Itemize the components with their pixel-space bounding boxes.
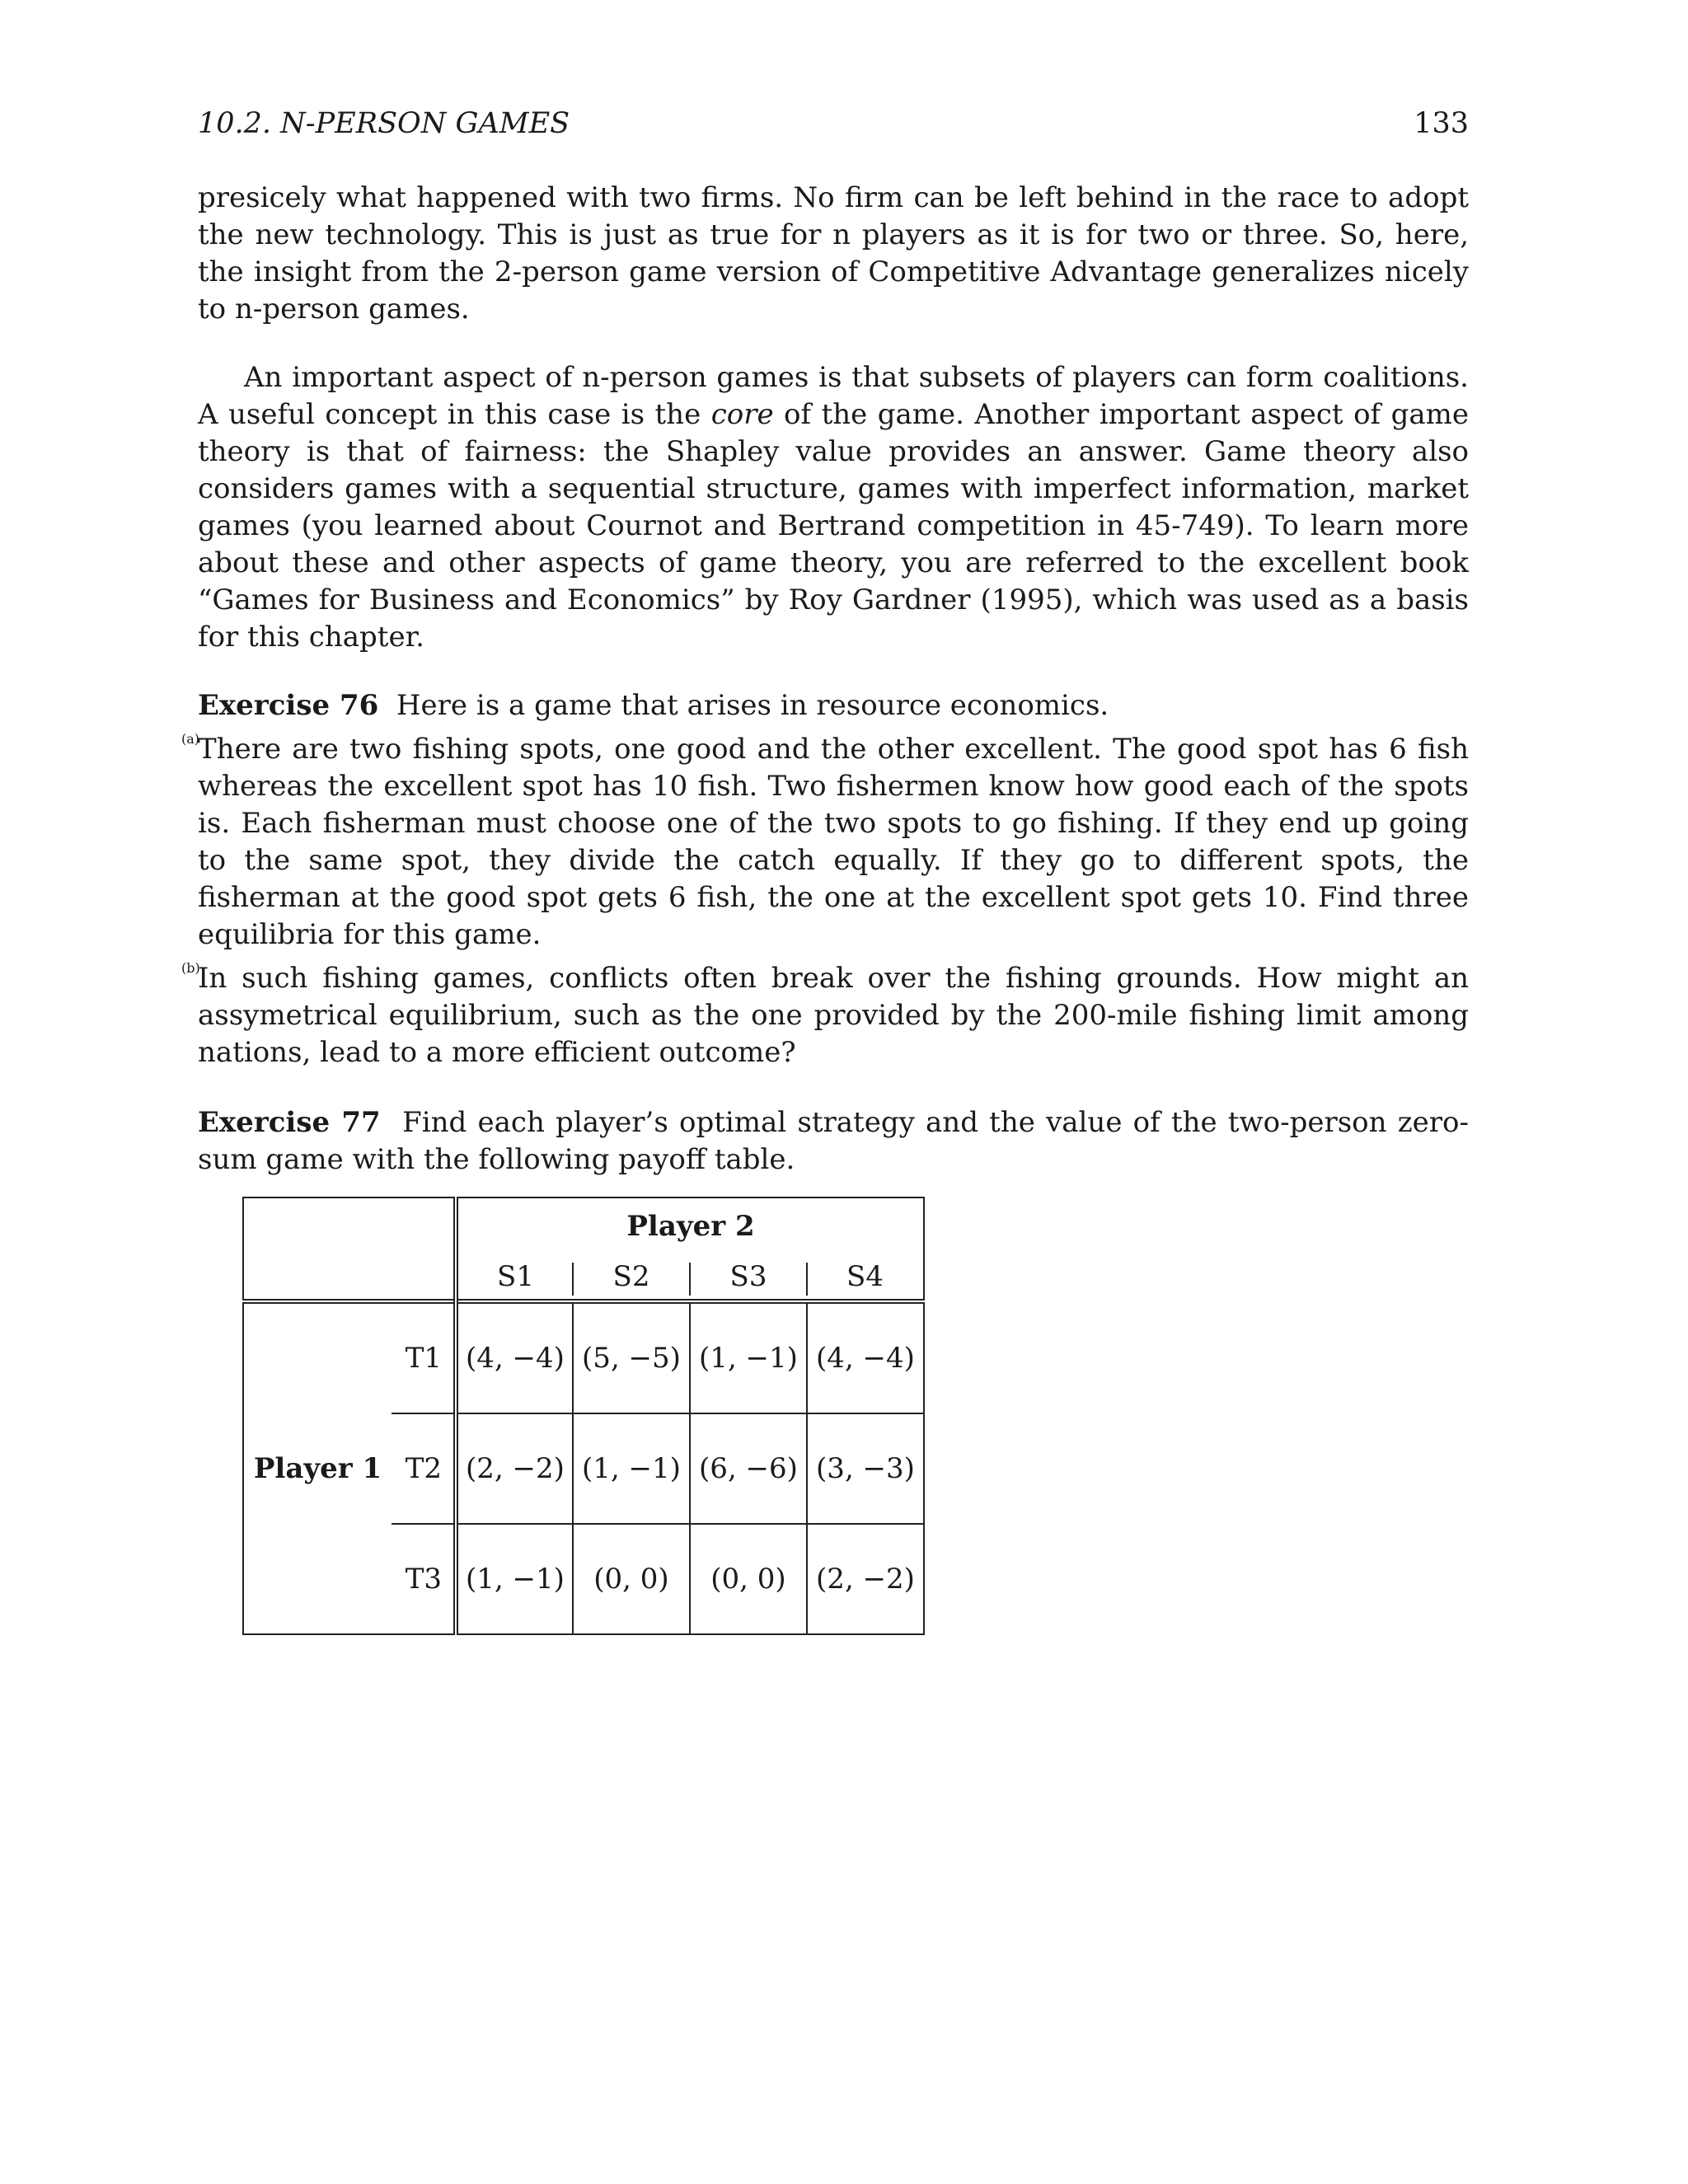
payoff-cell: (2, −2)	[807, 1524, 924, 1634]
item-text-a: There are two fishing spots, one good and the other excellent. The good spot has 6 fish whereas the excellent spot has 10 fish. Two fishermen know how good each of the spots is. Each fisherman must choose one of the two spots to go fishing. If they end up going to the same spot, they divide the catch equally. If they go to different spots, the fisherman at the good spot gets 6 fish, the one at the excellent spot gets 10. Find three equilibria for this game.	[198, 733, 1469, 951]
payoff-cell: (1, −1)	[456, 1524, 573, 1634]
column-header: S3	[690, 1254, 807, 1301]
exercise-intro-text: Find each player’s optimal strategy and the value of the two-person zero-sum game with the following payoff table.	[198, 1106, 1470, 1176]
column-header: S4	[807, 1254, 924, 1301]
payoff-cell: (1, −1)	[573, 1413, 690, 1524]
item-text	[198, 731, 1469, 954]
column-header: S1	[456, 1254, 573, 1301]
row-label: T2	[392, 1413, 456, 1524]
exercise-item-b	[181, 960, 1469, 1071]
column-header: S2	[573, 1254, 690, 1301]
exercise-heading: Exercise 77	[198, 1106, 381, 1139]
payoff-cell: (4, −4)	[807, 1301, 924, 1413]
player1-label: Player 1	[243, 1301, 392, 1634]
paragraph-1	[198, 180, 1469, 328]
paragraph-2	[198, 359, 1469, 656]
paragraph-text-part: An important aspect of n-person games is that subsets of players can form coalitions. A useful concept in this case is the	[198, 361, 1469, 431]
item-text	[198, 960, 1469, 1071]
payoff-table	[242, 1197, 925, 1635]
item-label-text: (b)	[181, 960, 200, 976]
player2-label: Player 2	[456, 1197, 924, 1254]
payoff-cell: (5, −5)	[573, 1301, 690, 1413]
exercise-76	[181, 687, 1469, 1071]
corner-cell	[243, 1197, 456, 1301]
page	[181, 107, 1470, 1635]
exercise-item-a	[181, 731, 1469, 954]
payoff-cell: (6, −6)	[690, 1413, 807, 1524]
table-row	[243, 1301, 924, 1413]
paragraph-text-part: of the game. Another important aspect of game theory is that of fairness: the Shapley value provides an answer. Game theory also considers games with a sequential structure, games with imperfect information, market games (you learned about Cournot and Bertrand competition in 45-749). To learn more about these and other aspects of game theory, you are referred to the excellent book “Games for Business and Economics” by Roy Gardner (1995), which was used as a basis for this chapter.	[198, 398, 1469, 654]
header-row-player2	[243, 1197, 924, 1254]
emphasis-core: core	[710, 398, 774, 431]
exercise-heading: Exercise 76	[198, 689, 379, 722]
payoff-cell: (3, −3)	[807, 1413, 924, 1524]
payoff-table-wrap	[242, 1197, 931, 1635]
item-label-text: (a)	[181, 731, 200, 747]
row-label: T3	[392, 1524, 456, 1634]
section-title: 10.2. N-PERSON GAMES	[198, 107, 570, 140]
item-text-b: In such fishing games, conflicts often break over the fishing grounds. How might an assymetrical equilibrium, such as the one provided by the 200-mile fishing limit among nations, lead to a more efficient outcome?	[198, 962, 1469, 1069]
page-number: 133	[1414, 107, 1469, 140]
exercise-77	[198, 1104, 1469, 1635]
paragraph-text: presicely what happened with two firms. No firm can be left behind in the race to adopt the new technology. This is just as true for n players as it is for two or three. So, here, the insight from the 2-person game version of Competitive Advantage generalizes nicely to n-person games.	[198, 181, 1469, 326]
row-label: T1	[392, 1301, 456, 1413]
paragraph-text	[198, 359, 1469, 656]
exercise-intro-text: Here is a game that arises in resource economics.	[396, 689, 1109, 722]
payoff-cell: (1, −1)	[690, 1301, 807, 1413]
payoff-cell: (0, 0)	[690, 1524, 807, 1634]
payoff-cell: (0, 0)	[573, 1524, 690, 1634]
running-head	[198, 107, 1469, 140]
payoff-cell: (4, −4)	[456, 1301, 573, 1413]
payoff-cell: (2, −2)	[456, 1413, 573, 1524]
exercise-intro	[198, 687, 1469, 724]
exercise-intro	[198, 1104, 1469, 1179]
